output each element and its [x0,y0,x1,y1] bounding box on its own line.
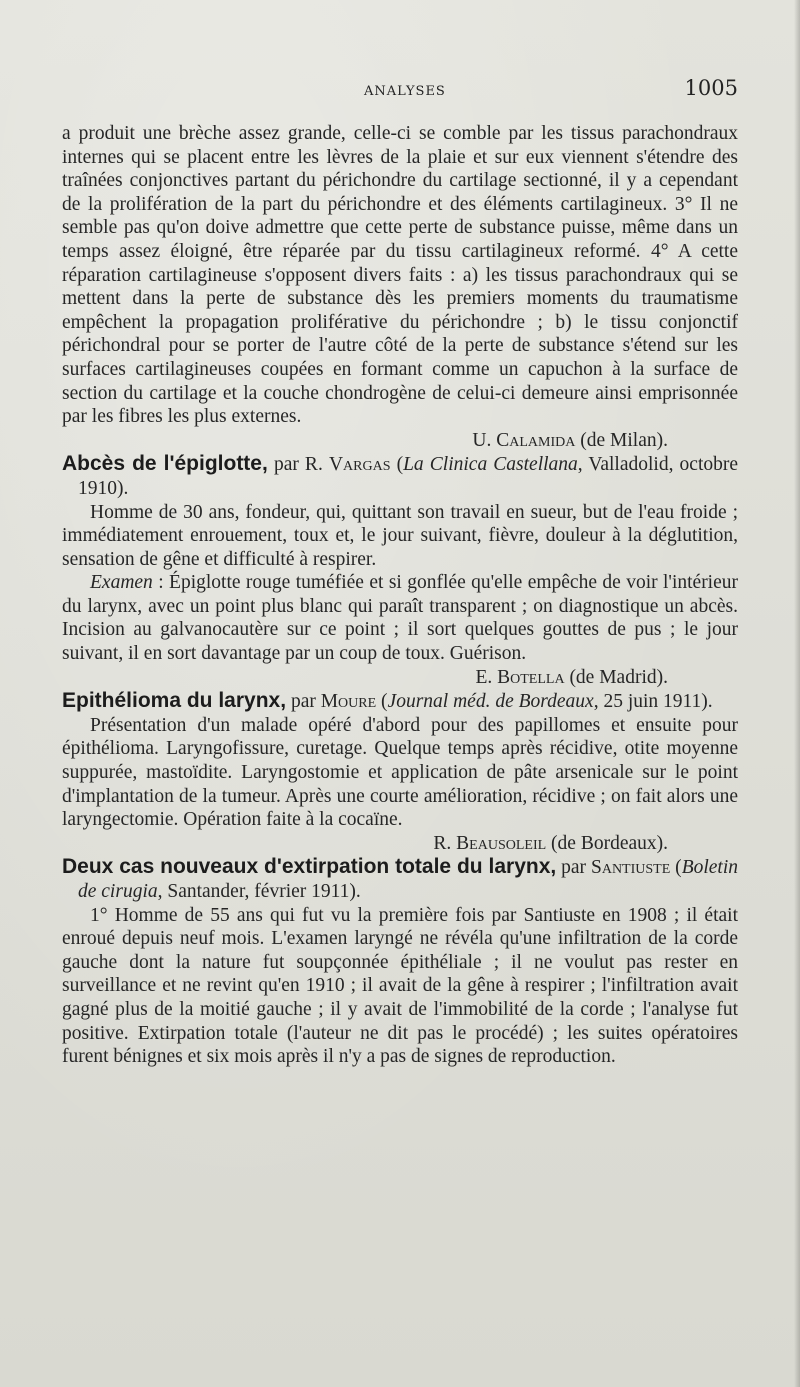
article-paragraph: 1° Homme de 55 ans qui fut vu la première fois par Santiuste en 1908 ; il était enroué depuis neuf mois. L'examen laryngé ne révéla qu'une infiltration de la corde gauche dont la nature fut soupçonnée épithéliale ; il ne voulut pas rester en surveillance et ne revint qu'en 1910 ; il avait de la gêne à respirer ; l'infiltration avait gagné plus de la moitié gauche ; il y avait de l'immobilité de la corde ; l'analyse fut positive. Extirpation totale (l'auteur ne dit pas le procédé) ; les suites opératoires furent bénignes et six mois après il n'y a pas de signes de reproduction. [62,904,738,1068]
article-source: La Clinica Castellana [403,454,578,476]
article-title: Deux cas nouveaux d'extirpation totale du larynx, [62,855,557,879]
page-edge-shadow [794,0,800,1387]
signature-calamida: U. Calamida (de Milan). [472,429,668,451]
signature-beausoleil: R. Beausoleil (de Bordeaux). [433,832,668,854]
article-title: Epithélioma du larynx, [62,689,287,713]
article-paragraph-examen: Examen : Épiglotte rouge tuméfiée et si gonflée qu'elle empêche de voir l'intérieur du larynx, avec un point plus blanc qui paraît transparent ; on diagnostique un abcès. Incision au galvanocautère sur ce point ; il sort quelques gouttes de pus ; le jour suivant, il en sort davantage par un coup de toux. Guérison. [62,572,738,665]
article-paragraph: Présentation d'un malade opéré d'abord pour des papillomes et ensuite pour épithélioma. Laryngofissure, curetage. Quelque temps après récidive, otite moyenne suppurée, mastoïdite. Laryngostomie et application de pâte arsenicale sur le point d'implantation de la tumeur. Après une courte amélioration, récidive ; on fait alors une laryngectomie. Opération faite à la cocaïne. [62,714,738,831]
page-body [62,122,738,1069]
article-heading-epithelioma: Epithélioma du larynx, par Moure (Journal méd. de Bordeaux, 25 juin 1911). [62,689,713,713]
article-paragraph: Homme de 30 ans, fondeur, qui, quittant son travail en sueur, but de l'eau froide ; immédiatement enrouement, toux et, le jour suivant, fièvre, douleur à la déglutition, sensation de gêne et difficulté à respirer. [62,501,738,570]
article-author: Santiuste [590,857,671,879]
running-title: ANALYSES [364,84,446,99]
page-number: 1005 [684,76,738,100]
page-header [62,76,738,106]
article-heading-abces: Abcès de l'épiglotte, par R. Vargas (La Clinica Castellana, Valladolid, octobre 1910). [62,452,739,499]
article-source: Journal méd. de Bordeaux [387,691,594,713]
signature-botella: E. Botella (de Madrid). [475,666,668,688]
article-author: Vargas [328,454,391,476]
examen-label: Examen [90,572,153,594]
article-source: Boletin de cirugia [78,857,739,902]
article-author: Moure [320,691,377,713]
article-title: Abcès de l'épiglotte, [62,452,268,476]
continuation-paragraph: a produit une brèche assez grande, celle-ci se comble par les tissus parachondraux internes qui se placent entre les lèvres de la plaie et sur eux viennent s'étendre des traînées conjonctives partant du périchondre du cartilage sectionné, il y a cependant de la prolifération de la part du périchondre et des éléments cartilagineux. 3° Il ne semble pas qu'on doive admettre que cette perte de substance puisse, même dans un temps assez éloigné, être réparée par du tissu cartilagineux reformé. 4° A cette réparation cartilagineuse s'opposent divers faits : a) les tissus parachondraux qui se mettent dans la perte de substance dès les premiers moments du traumatisme empêchent la propagation proliférative du périchondre ; b) le tissu conjonctif périchondral pour se porter de l'autre côté de la perte de substance s'étend sur les surfaces cartilagineuses coupées en formant comme un capuchon à la surface de section du cartilage et la couche chondrogène de celui-ci demeure ainsi emprisonnée par les fibres les plus externes. [62,123,738,428]
article-heading-deux-cas: Deux cas nouveaux d'extirpation totale du larynx, par Santiuste (Boletin de cirugia, Santander, février 1911). [62,855,739,902]
